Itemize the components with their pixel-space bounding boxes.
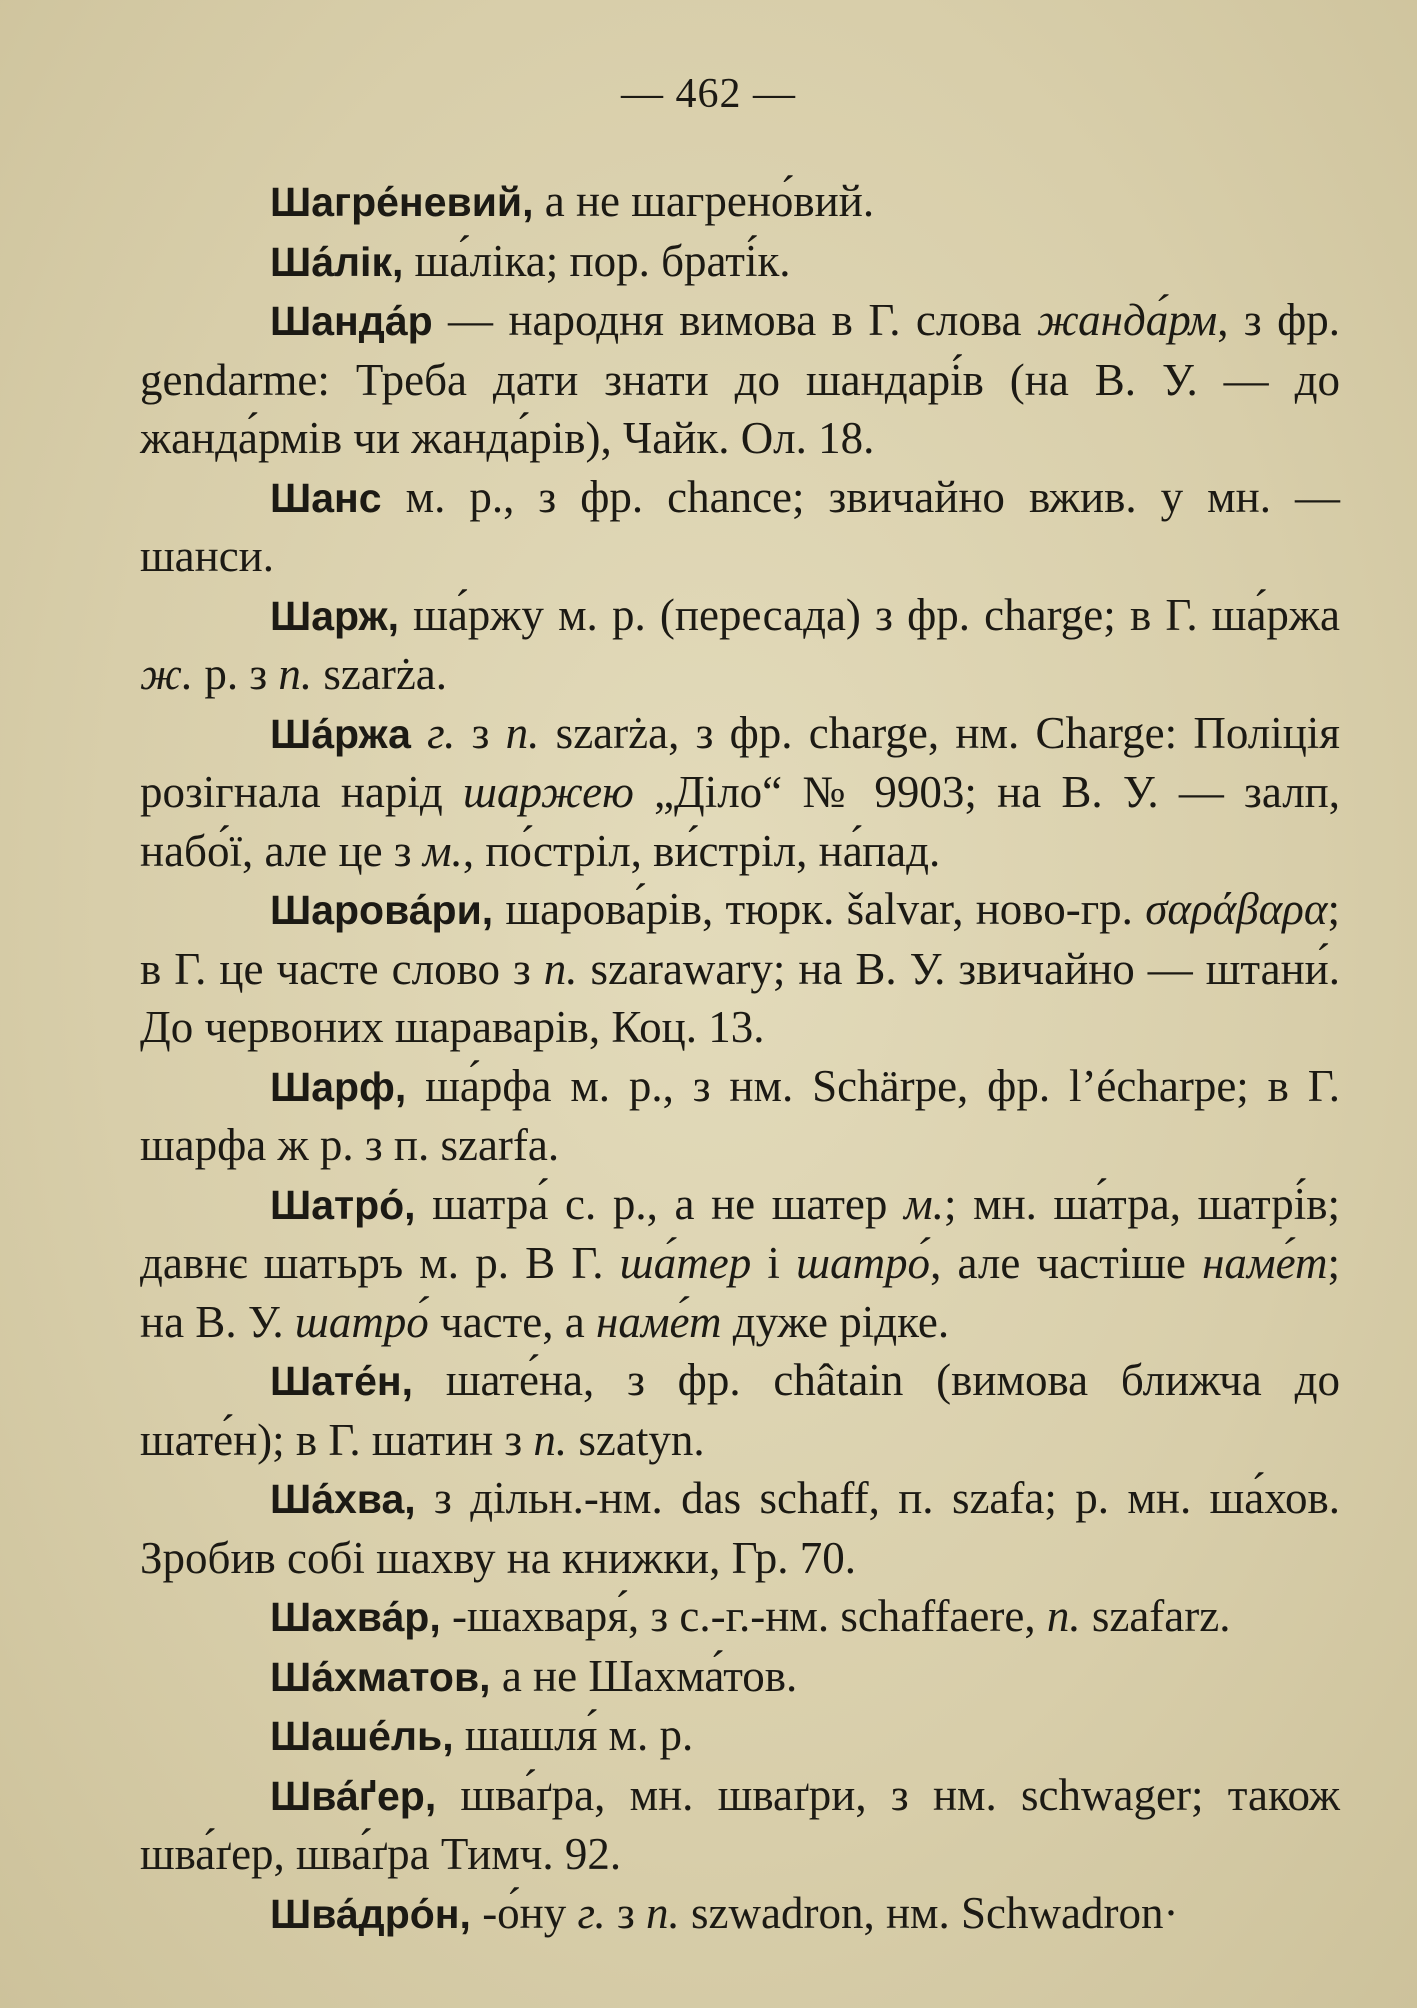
dictionary-entry [140,1057,1340,1175]
dictionary-entry [140,232,1340,292]
entry-text: szarża. [312,649,448,699]
dictionary-entry [140,586,1340,704]
entry-text: , але частіше [930,1238,1203,1288]
entry-text: ша́рфа м. р., з нм. Schärpe, фр. l’écharpe; в Г. шарфа ж р. з п. szarfa. [140,1060,1340,1170]
entry-headword: Шарова́ри, [270,887,494,933]
entry-headword: Шаше́ль, [270,1713,454,1759]
entry-text: з [605,1887,647,1938]
entry-italic-text: шаржею [462,767,634,817]
dictionary-entry [140,1351,1340,1469]
entry-text: szarża, з фр. charge, нм. Charge: Поліція розігнала нарід [140,707,1340,817]
entry-text: шатра́ с. р., а не шатер [415,1178,904,1229]
entry-headword: Шарж, [270,592,399,639]
entry-headword: Шарф, [270,1063,407,1110]
entry-text: шва́ґра, мн. шваґри, з нм. schwager; також шва́ґер, шва́ґра Тимч. 92. [140,1769,1340,1879]
entry-headword: Шатро́, [270,1181,416,1228]
entry-text: -шахваря́, з с.-г.-нм. schaffaere, [440,1591,1047,1641]
page-number: — 462 — [621,71,796,117]
entry-text: ; в Г. це часте слово з [140,884,1340,994]
entry-headword: Шанда́р [270,298,433,344]
entry-headword: Шва́дро́н, [270,1890,471,1937]
entry-headword: Шате́н, [270,1358,414,1404]
entry-italic-text: п. [1046,1591,1081,1641]
entry-list [140,172,1340,1943]
entry-text: -о́ну [470,1887,578,1938]
entry-text: , по́стріл, ви́стріл, на́пад. [462,825,941,876]
entry-text: szatyn. [567,1414,705,1465]
dictionary-entry [140,1884,1340,1944]
entry-italic-text: п. [505,707,540,758]
entry-text: шате́на, з фр. châtain (вимова ближча до шате́н); в Г. шатин з [140,1355,1340,1465]
entry-headword: Ша́лік, [270,238,404,285]
entry-text: ; на В. У. [140,1238,1340,1347]
dictionary-entry [140,468,1340,586]
entry-text: szwadron, нм. Schwadron· [679,1887,1179,1938]
entry-text: szafarz. [1080,1591,1231,1641]
entry-text: szarawary; на В. У. звичайно — штани́. До червоних шараварів, Коц. 13. [140,943,1340,1052]
entry-text: , з фр. gendarme: Треба дати знати до шандарі́в (на В. У. — до жанда́рмів чи жанда́рів), Чайк. Ол. 18. [140,295,1340,463]
entry-headword: Шагре́невий, [270,179,534,225]
entry-italic-text: ша́тер [619,1238,752,1288]
entry-italic-text: наме́т [1202,1238,1328,1288]
entry-text: „Діло“ № 9903; на В. У. — залп, набо́ї, але це з [140,767,1340,876]
entry-italic-text: м. [422,825,463,876]
dictionary-entry [140,880,1340,1057]
entry-italic-text: наме́т [596,1296,722,1347]
dictionary-entry [140,1175,1340,1352]
entry-headword: Ша́хматов, [270,1653,491,1700]
entry-text: і [751,1238,797,1288]
dictionary-entry [140,1766,1340,1884]
entry-text: шарова́рів, тюрк. šalvar, ново-гр. [493,884,1146,934]
entry-italic-text: п. [646,1887,680,1938]
dictionary-entry [140,1706,1340,1766]
dictionary-entry [140,172,1340,232]
entry-italic-text: п. [543,943,578,994]
entry-headword: Ша́хва, [270,1476,416,1522]
entry-italic-text: п. [533,1414,568,1465]
entry-italic-text: шатро́ [294,1296,429,1347]
entry-text: р. з [193,649,279,699]
entry-headword: Шанс [270,474,382,521]
entry-text: дуже рідке. [721,1296,950,1347]
entry-text: з дільн.-нм. das schaff, п. szafa; р. мн. ша́хов. Зробив собі шахву на книжки, Гр. 70. [140,1473,1340,1583]
entry-headword: Ша́ржа [270,710,411,757]
entry-headword: Шахва́р, [270,1594,441,1640]
entry-text: а не шагрено́вий. [533,176,875,226]
entry-italic-text: жанда́рм [1036,295,1218,345]
entry-headword: Шва́ґер, [270,1772,437,1819]
entry-italic-text: г. [427,707,456,758]
dictionary-entry [140,1647,1340,1707]
entry-italic-text: г. [577,1887,606,1938]
entry-italic-text: м. [904,1178,944,1229]
entry-text: ша́ліка; пор. браті́к. [403,235,791,286]
entry-text: м. р., з фр. chance; звичайно вжив. у мн. — шанси. [140,471,1340,581]
dictionary-entry [140,704,1340,881]
dictionary-entry [140,291,1340,468]
entry-italic-text: шатро́ [796,1238,931,1288]
entry-text: — народня вимова в Г. слова [432,295,1037,345]
dictionary-entry [140,1587,1340,1647]
entry-italic-text: ж. [140,649,194,699]
entry-text [411,708,427,758]
entry-text: шашля́ м. р. [453,1710,694,1760]
entry-text: ; мн. ша́тра, шатрі́в; давнє шатьръ м. р. В Г. [140,1178,1341,1288]
entry-text: часте, а [428,1296,597,1347]
entry-text: з [455,707,506,758]
entry-italic-text: σαράβαρα [1145,884,1328,934]
entry-text: ша́ржу м. р. (пересада) з фр. charge; в Г. ша́ржа [398,589,1340,640]
entry-text: а не Шахма́тов. [490,1650,798,1701]
dictionary-entry [140,1469,1340,1587]
entry-italic-text: п. [278,649,313,699]
